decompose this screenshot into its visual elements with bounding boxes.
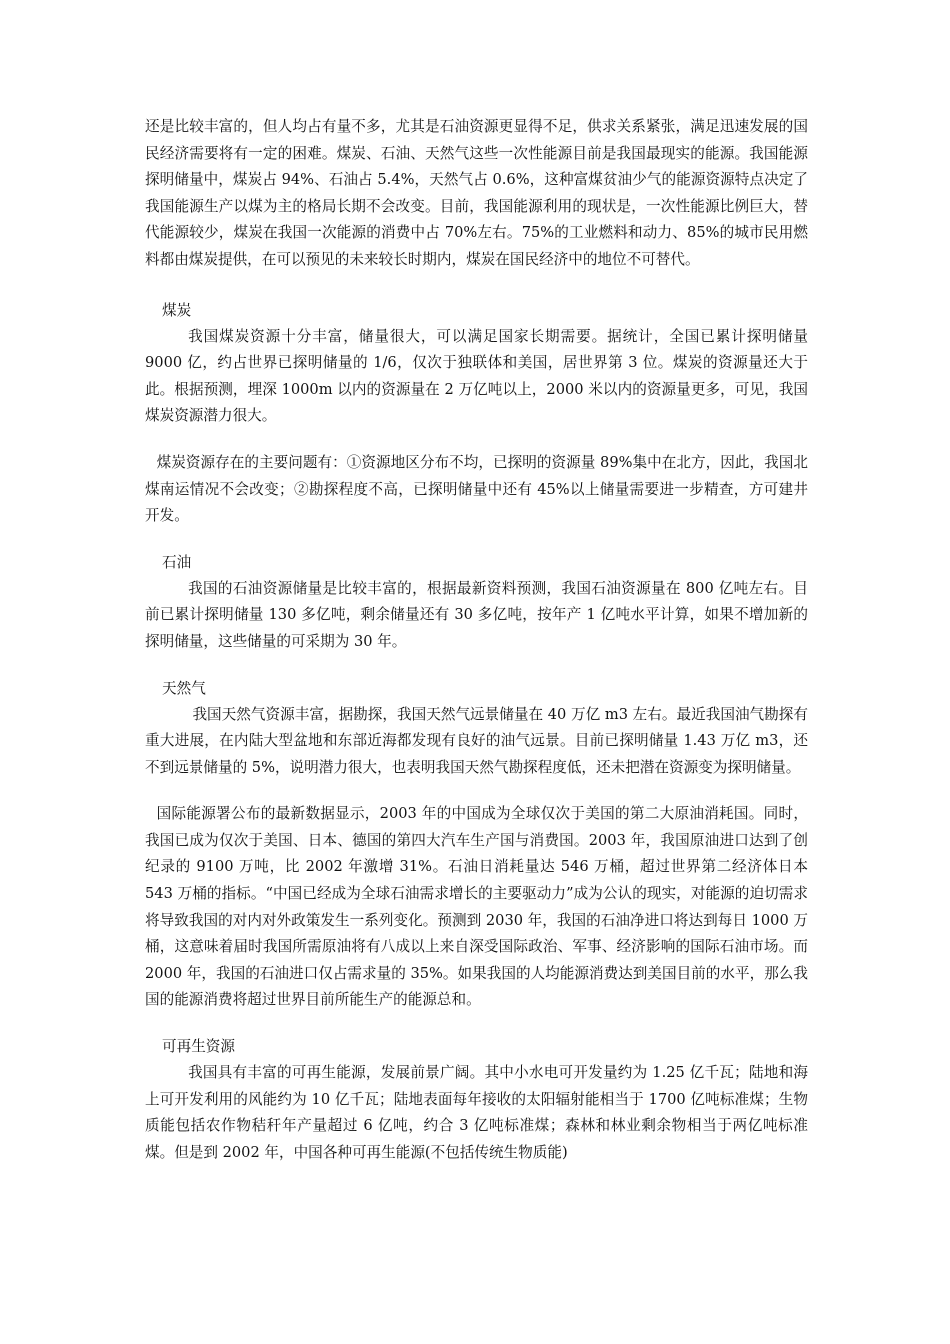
coal-problems-paragraph: 煤炭资源存在的主要问题有：①资源地区分布不均，已探明的资源量 89%集中在北方，因此，我国北煤南运情况不会改变；②勘探程度不高，已探明储量中还有 45%以上储量需要进一步精查，方可建井开发。 [145, 453, 808, 525]
gas-paragraph: 我国天然气资源丰富，据勘探，我国天然气远景储量在 40 万亿 m3 左右。最近我国油气勘探有重大进展，在内陆大型盆地和东部近海都发现有良好的油气远景。目前已探明储量 1.43 万亿 m3，还不到远景储量的 5%，说明潜力很大，也表明我国天然气勘探程度低，还未把潜在资源变为探明储量。 [145, 705, 808, 776]
renewable-paragraph: 我国具有丰富的可再生能源，发展前景广阔。其中小水电可开发量约为 1.25 亿千瓦；陆地和海上可开发利用的风能约为 10 亿千瓦；陆地表面每年接收的太阳辐射能相当于 1700 亿吨标准煤；生物质能包括农作物秸秆年产量超过 6 亿吨，约合 3 亿吨标准煤；森林和林业剩余物相当于两亿吨标准煤。但是到 2002 年，中国各种可再生能源(不包括传统生物质能) [145, 1064, 808, 1161]
spacer [145, 1014, 808, 1034]
spacer [145, 781, 808, 801]
spacer [145, 656, 808, 676]
oil-paragraph: 我国的石油资源储量是比较丰富的，根据最新资料预测，我国石油资源量在 800 亿吨左右。目前已累计探明储量 130 多亿吨，剩余储量还有 30 多亿吨，按年产 1 亿吨水平计算，如果不增加新的探明储量，这些储量的可采期为 30 年。 [145, 579, 808, 650]
spacer [145, 274, 808, 298]
international-paragraph: 国际能源署公布的最新数据显示，2003 年的中国成为全球仅次于美国的第二大原油消耗国。同时，我国已成为仅次于美国、日本、德国的第四大汽车生产国与消费国。2003 年，我国原油进口达到了创纪录的 9100 万吨，比 2002 年激增 31%。石油日消耗量达 546 万桶，超过世界第二经济体日本 543 万桶的指标。“中国已经成为全球石油需求增长的主要驱动力”成为公认的现实，对能源的迫切需求将导致我国的对内对外政策发生一系列变化。预测到 2030 年，我国的石油净进口将达到每日 1000 万桶，这意味着届时我国所需原油将有八成以上来自深受国际政治、军事、经济影响的国际石油市场。而 2000 年，我国的石油进口仅占需求量的 35%。如果我国的人均能源消费达到美国目前的水平，那么我国的能源消费将超过世界目前所能生产的能源总和。 [145, 805, 808, 1009]
renewable-heading: 可再生资源 [162, 1038, 235, 1056]
gas-heading: 天然气 [162, 679, 206, 697]
coal-paragraph: 我国煤炭资源十分丰富，储量很大，可以满足国家长期需要。据统计，全国已累计探明储量 9000 亿，约占世界已探明储量的 1/6，仅次于独联体和美国，居世界第 3 位。煤炭的资源量还大于此。根据预测，埋深 1000m 以内的资源量在 2 万亿吨以上，2000 米以内的资源量更多，可见，我国煤炭资源潜力很大。 [145, 327, 808, 425]
coal-heading: 煤炭 [162, 301, 192, 319]
spacer [145, 530, 808, 550]
spacer [145, 430, 808, 450]
intro-paragraph: 还是比较丰富的，但人均占有量不多，尤其是石油资源更显得不足，供求关系紧张，满足迅速发展的国民经济需要将有一定的困难。煤炭、石油、天然气这些一次性能源目前是我国最现实的能源。我国能源探明储量中，煤炭占 94%、石油占 5.4%，天然气占 0.6%，这种富煤贫油少气的能源资源特点决定了我国能源生产以煤为主的格局长期不会改变。目前，我国能源利用的现状是，一次性能源比例巨大，替代能源较少，煤炭在我国一次能源的消费中占 70%左右。75%的工业燃料和动力、85%的城市民用燃料都由煤炭提供，在可以预见的未来较长时期内，煤炭在国民经济中的地位不可替代。 [145, 118, 808, 268]
document-page [145, 114, 808, 1166]
oil-heading: 石油 [162, 553, 192, 571]
